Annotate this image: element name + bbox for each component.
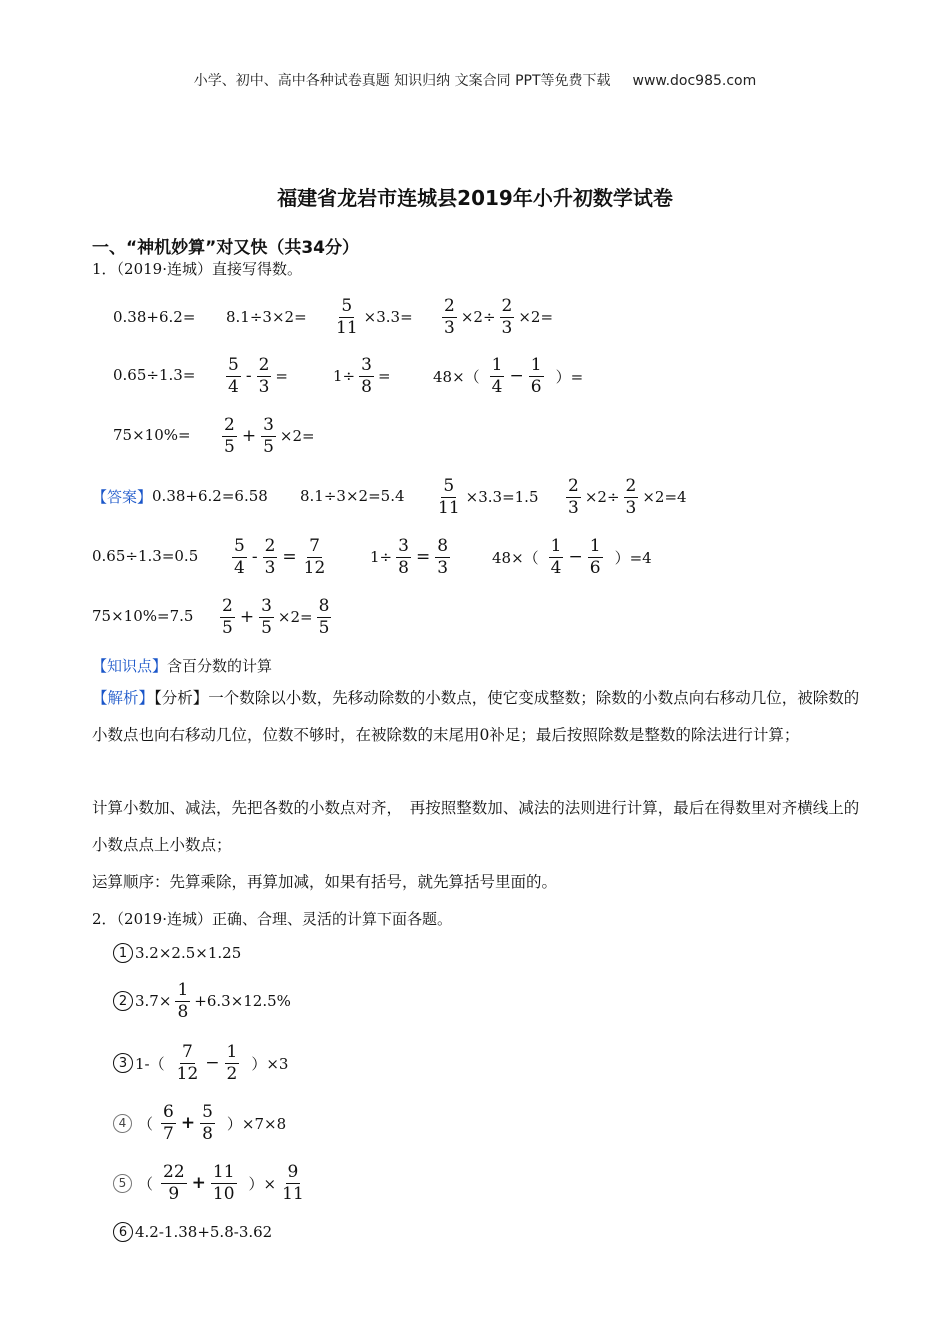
answer-r3-a: 75×10%=7.5 bbox=[92, 607, 194, 625]
fraction: $\frac{2}{3}$ bbox=[568, 475, 579, 518]
fraction: $\frac{2}{3}$ bbox=[444, 295, 455, 338]
fraction: $\frac{7}{12}$ bbox=[303, 535, 326, 578]
fraction: $\frac{1}{6}$ bbox=[530, 354, 542, 397]
fraction: $\frac{1}{4}$ bbox=[550, 535, 562, 578]
q1-r1-c: $\frac{5}{11}$ ×3.3= bbox=[336, 295, 413, 338]
analysis-paragraph-3: 运算顺序：先算乘除，再算加减，如果有括号，就先算括号里面的。 bbox=[92, 873, 558, 891]
fraction: $\frac{3}{5}$ bbox=[261, 595, 272, 638]
exam-title: 福建省龙岩市连城县2019年小升初数学试卷 bbox=[277, 186, 673, 210]
answer-r2-c: 1÷ $\frac{3}{8}$ = $\frac{8}{3}$ bbox=[370, 535, 449, 578]
item-number: 1 bbox=[113, 943, 133, 963]
question-2-stem: 2．（2019·连城）正确、合理、灵活的计算下面各题。 bbox=[92, 910, 452, 928]
answer-tag: 【答案】 bbox=[92, 487, 153, 506]
q2-item-5: 5 （ $\frac{22}{9}$ + $\frac{11}{10}$ ）× $\frac{9}{11}$ bbox=[113, 1158, 310, 1208]
answer-r2-a: 0.65÷1.3=0.5 bbox=[92, 547, 199, 565]
fraction: $\frac{2}{5}$ bbox=[224, 414, 235, 457]
q1-r3-a: 75×10%= bbox=[113, 426, 191, 444]
analysis-tag: 【解析】 bbox=[92, 689, 155, 707]
fraction: $\frac{11}{10}$ bbox=[212, 1161, 235, 1204]
answer-r1-d: $\frac{2}{3}$ ×2÷ $\frac{2}{3}$ ×2=4 bbox=[568, 475, 687, 518]
analysis-paragraph-1: 【解析】【分析】一个数除以小数，先移动除数的小数点，使它变成整数；除数的小数点向右移动几位，被除数的小数点也向右移动几位，位数不够时，在被除数的末尾用0补足；最后按照除数是整数的除法进行计算； bbox=[92, 689, 860, 744]
analysis-paragraph-2: 计算小数加、减法，先把各数的小数点对齐， 再按照整数加、减法的法则进行计算，最后在得数里对齐横线上的小数点点上小数点； bbox=[92, 799, 860, 854]
fraction: $\frac{5}{4}$ bbox=[228, 354, 239, 397]
fraction: $\frac{6}{7}$ bbox=[163, 1101, 174, 1144]
fraction: $\frac{2}{5}$ bbox=[222, 595, 233, 638]
item-number: 4 bbox=[113, 1114, 132, 1133]
answer-r2-d: 48×（ $\frac{1}{4}$ − $\frac{1}{6}$ ）=4 bbox=[492, 535, 652, 578]
fraction: $\frac{2}{3}$ bbox=[264, 535, 276, 578]
item-number: 5 bbox=[113, 1174, 132, 1193]
answer-r1-a: 【答案】 0.38+6.2=6.58 bbox=[92, 487, 268, 506]
answer-r3-b: $\frac{2}{5}$ + $\frac{3}{5}$ ×2= $\frac{8}{5}$ bbox=[222, 595, 330, 638]
fraction: $\frac{1}{8}$ bbox=[177, 979, 189, 1022]
fraction: $\frac{2}{3}$ bbox=[501, 295, 513, 338]
header-url[interactable]: www.doc985.com bbox=[632, 73, 757, 89]
fraction: $\frac{1}{6}$ bbox=[589, 535, 601, 578]
fraction: $\frac{8}{5}$ bbox=[318, 595, 330, 638]
q2-item-3: 3 1-（ $\frac{7}{12}$ − $\frac{1}{2}$ ）×3 bbox=[113, 1038, 288, 1088]
knowledge-point: 【知识点】含百分数的计算 bbox=[92, 657, 273, 675]
q2-item-6: 6 4.2-1.38+5.8-3.62 bbox=[113, 1215, 272, 1249]
fraction: $\frac{5}{11}$ bbox=[336, 295, 358, 338]
fraction: $\frac{3}{8}$ bbox=[361, 354, 372, 397]
fraction: $\frac{5}{11}$ bbox=[438, 475, 460, 518]
fraction: $\frac{3}{5}$ bbox=[263, 414, 274, 457]
q2-item-1: 1 3.2×2.5×1.25 bbox=[113, 936, 241, 970]
item-number: 6 bbox=[113, 1222, 133, 1242]
q1-r3-b: $\frac{2}{5}$ + $\frac{3}{5}$ ×2= bbox=[224, 414, 315, 457]
q2-item-4: 4 （ $\frac{6}{7}$ + $\frac{5}{8}$ ）×7×8 bbox=[113, 1098, 286, 1148]
knowledge-point-tag: 【知识点】 bbox=[92, 657, 168, 675]
fraction: $\frac{8}{3}$ bbox=[437, 535, 449, 578]
fraction: $\frac{2}{3}$ bbox=[258, 354, 270, 397]
q1-r2-a: 0.65÷1.3= bbox=[113, 366, 196, 384]
q1-r2-d: 48×（ $\frac{1}{4}$ − $\frac{1}{6}$ ）= bbox=[433, 354, 584, 397]
item-number: 2 bbox=[113, 991, 133, 1011]
q1-r2-b: $\frac{5}{4}$ - $\frac{2}{3}$ = bbox=[228, 354, 288, 397]
q1-r1-d: $\frac{2}{3}$ ×2÷ $\frac{2}{3}$ ×2= bbox=[444, 295, 554, 338]
q1-r1-a: 0.38+6.2= bbox=[113, 308, 196, 326]
fraction: $\frac{1}{4}$ bbox=[491, 354, 503, 397]
fraction: $\frac{7}{12}$ bbox=[176, 1041, 199, 1084]
section-heading-1: 一、“神机妙算”对又快（共34分） bbox=[92, 238, 360, 258]
fraction: $\frac{5}{4}$ bbox=[234, 535, 245, 578]
fraction: $\frac{5}{8}$ bbox=[202, 1101, 213, 1144]
header-text: 小学、初中、高中各种试卷真题 知识归纳 文案合同 PPT等免费下载 bbox=[193, 73, 611, 89]
page-header bbox=[0, 70, 950, 90]
q2-item-2: 2 3.7× $\frac{1}{8}$ +6.3×12.5% bbox=[113, 976, 291, 1026]
item-number: 3 bbox=[113, 1053, 133, 1073]
q1-r1-b: 8.1÷3×2= bbox=[226, 308, 307, 326]
fraction: $\frac{9}{11}$ bbox=[282, 1161, 304, 1204]
fraction: $\frac{3}{8}$ bbox=[398, 535, 409, 578]
q1-r2-c: 1÷ $\frac{3}{8}$ = bbox=[333, 354, 391, 397]
fraction: $\frac{1}{2}$ bbox=[226, 1041, 238, 1084]
fraction: $\frac{2}{3}$ bbox=[625, 475, 637, 518]
answer-r1-c: $\frac{5}{11}$ ×3.3=1.5 bbox=[438, 475, 539, 518]
fraction: $\frac{22}{9}$ bbox=[163, 1161, 185, 1204]
question-1-stem: 1．（2019·连城）直接写得数。 bbox=[92, 260, 302, 278]
answer-r1-b: 8.1÷3×2=5.4 bbox=[300, 487, 405, 505]
answer-r2-b: $\frac{5}{4}$ - $\frac{2}{3}$ = $\frac{7}{12}$ bbox=[234, 535, 326, 578]
